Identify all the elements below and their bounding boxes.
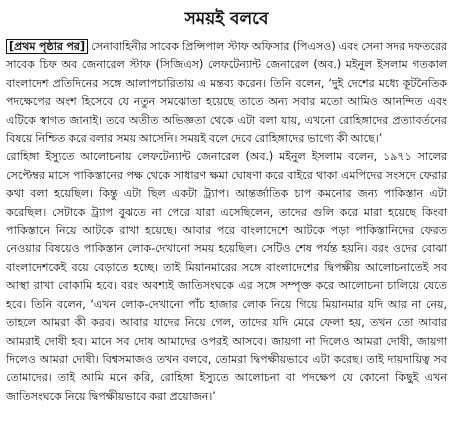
headline: সময়ই বলবে bbox=[184, 9, 269, 29]
article-paragraph-1 bbox=[6, 38, 447, 148]
continuation-label: [প্রথম পৃষ্ঠার পর] bbox=[6, 39, 88, 54]
paragraph-1-text: সেনাবাহিনীর সাবেক প্রিন্সিপাল স্টাফ অফিসার (পিএসও) এবং সেনা সদর দফতরের সাবেক চিফ অব জেনারেল স্টাফ (সিজিএস) লেফটেন্যান্ট জেনারেল (অব.) মইনুল ইসলাম গতকাল বাংলাদেশ প্রতিদিনের সঙ্গে আলাপচারিতায় এ মন্তব্য করেন। তিনি বলেন, ‘দুই দেশের মধ্যে কূটনৈতিক পদক্ষেপের অংশ হিসেবে যে নতুন সমঝোতা হয়েছে তাতে অন্য সবার মতো আমিও আনন্দিত এবং এটিকে স্বাগত জানাই। তবে অতীত অভিজ্ঞতা থেকে এটা বলা যায়, এখনো রোহিঙ্গাদের প্রত্যাবর্তনের বিষয়ে নিশ্চিত করে বলার সময় আসেনি। সময়ই বলে দেবে রোহিঙ্গাদের ভাগ্যে কী আছে।’ bbox=[6, 40, 447, 146]
article-paragraph-2: রোহিঙ্গা ইস্যুতে আলোচনায় লেফটেন্যান্ট জেনারেল (অব.) মইনুল ইসলাম বলেন, ১৯৭১ সালের সেপ্টেম্বর মাসে পাকিস্তানের পক্ষ থেকে সাধারণ ক্ষমা ঘোষণা করে বাইরে থাকা এমপিদের সংসদে ফেরার কথা বলা হয়েছিল। কিন্তু এটা ছিল একটা ট্র্যাপ। আন্তর্জাতিক চাপ কমনোর জন্য পাকিস্তান এটা করেছিল। সেটাকে ট্র্যাপ বুঝতে না পেরে যারা এসেছিলেন, তাদের গুলি করে মারা হয়েছে কিংবা পাকিস্তানে নিয়ে আটকে রাখা হয়েছে। আবার পরে বাংলাদেশে আটকে পড়া পাকিস্তানিদের ফেরত নেওয়ার বিষয়েও পাকিস্তান লোক-দেখানো সময় হয়েছিল। সেটিও শেষ পর্যন্ত হয়নি। বরং ওদের বোঝা বাংলাদেশকেই বয়ে বেড়াতে হচ্ছে। তাই মিয়ানমারের সঙ্গে বাংলাদেশের দ্বিপক্ষীয় আলোচনাতেই সব আস্থা রাখা বোকামি হবে। বরং অবশ্যই জাতিসংঘকে এর সঙ্গে সম্পৃক্ত করে আলোচনা চালিয়ে যেতে হবে। তিনি বলেন, ‘এখন লোক-দেখানো পাঁচ হাজার লোক নিয়ে গিয়ে মিয়ানমার যদি আর না নেয়, তাহলে আমরা কী করব। আবার যাদের নিয়ে গেল, তাদের যদি মেরে ফেলা হয়, তখন তো আবার আমরাই দোষী হব। মানে সব দোষ আমাদের ওপরই আসবে। জায়গা না দিলেও আমরা দোষী, জায়গা দিলেও আমরা দোষী। বিশ্বসমাজও তখন বলবে, তোমরা দ্বিপক্ষীয়ভাবে এটা করেছ। তাই দায়দায়িত্ব সব তোমাদের। তাই আমি মনে করি, রোহিঙ্গা ইস্যুতে আলোচনা বা পদক্ষেপ যে কোনো কিছুই এখন জাতিসংঘকে নিয়ে দ্বিপক্ষীয়ভাবে করা প্রয়োজন।’ bbox=[6, 150, 447, 403]
article-body bbox=[6, 38, 447, 406]
